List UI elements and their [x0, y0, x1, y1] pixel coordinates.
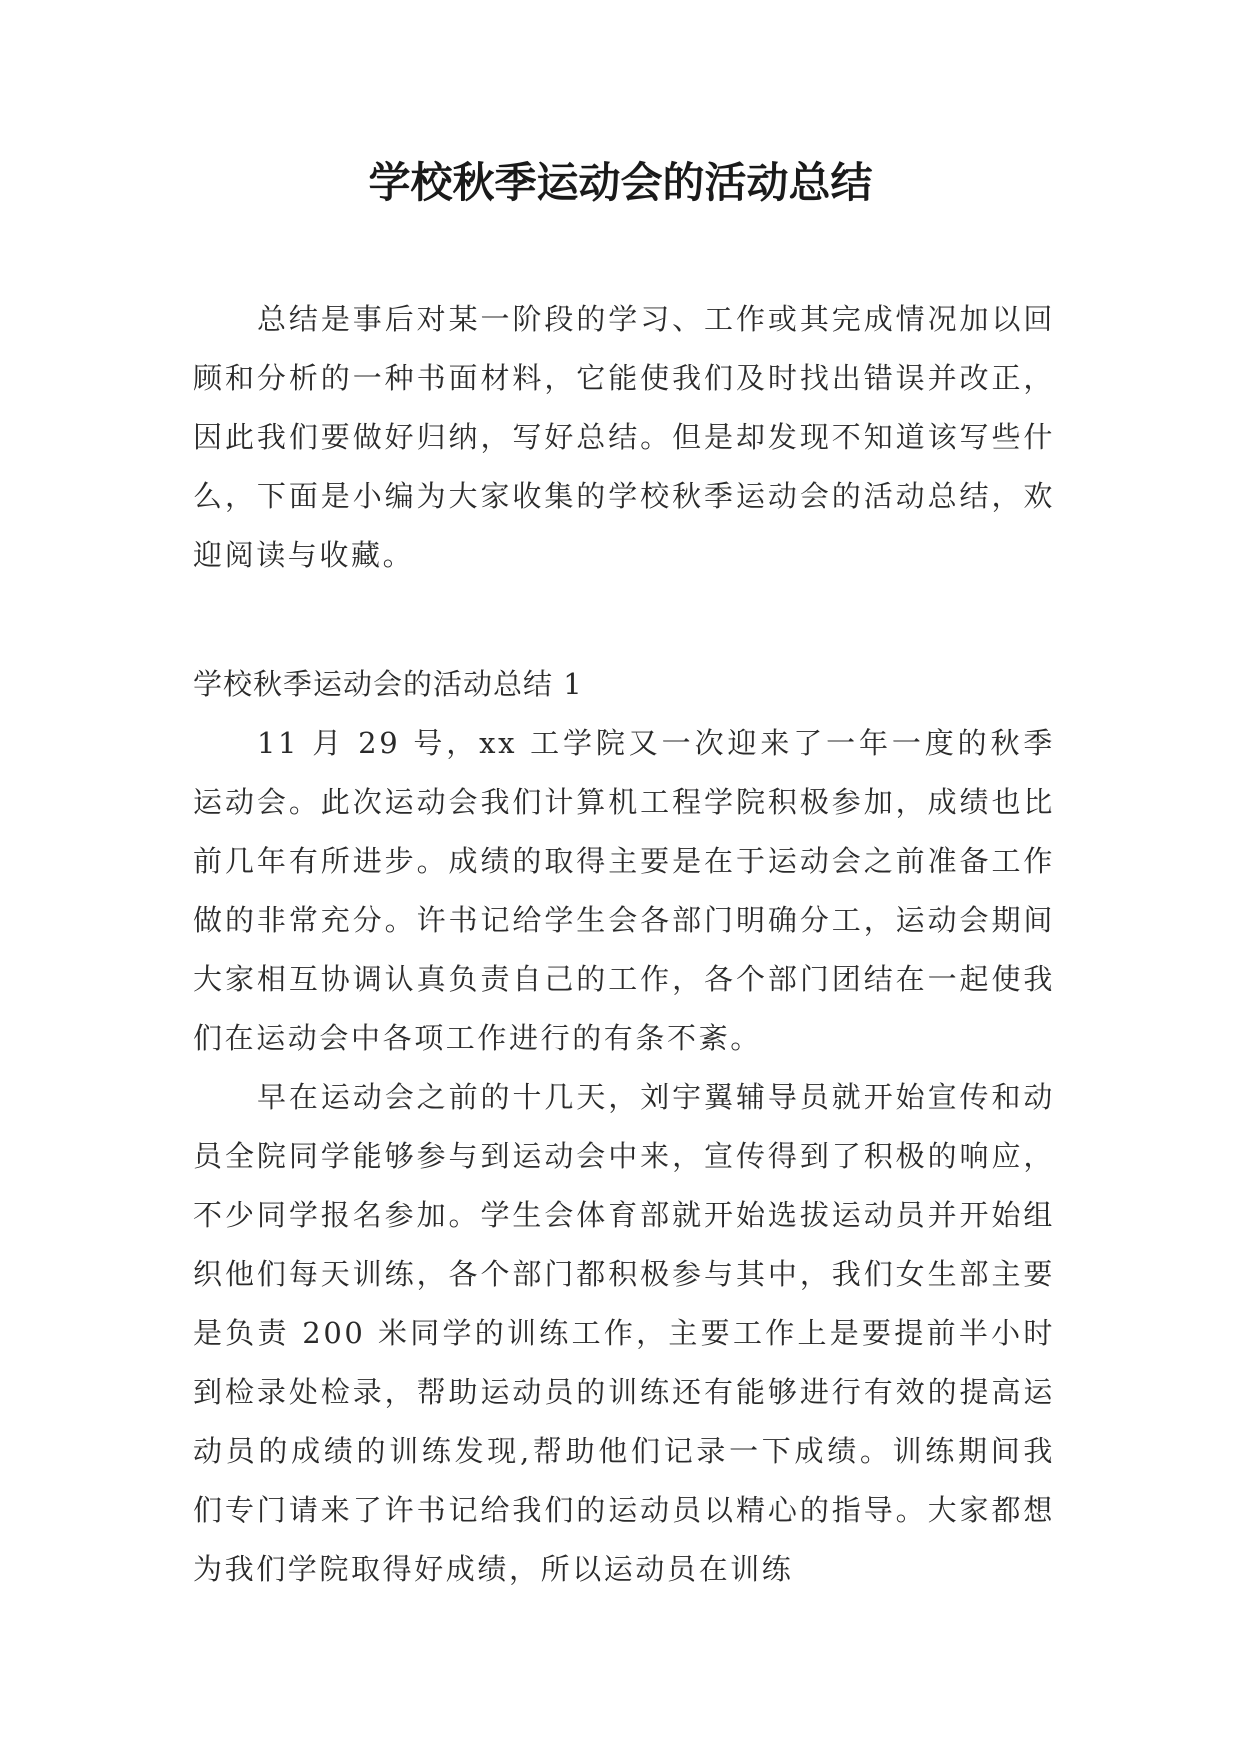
section-heading: 学校秋季运动会的活动总结 1 — [193, 667, 583, 701]
intro-paragraph: 总结是事后对某一阶段的学习、工作或其完成情况加以回顾和分析的一种书面材料，它能使我们及时找出错误并改正，因此我们要做好归纳，写好总结。但是却发现不知道该写些什么，下面是小编为大家收集的学校秋季运动会的活动总结，欢迎阅读与收藏。 — [193, 302, 1055, 572]
document-body — [193, 290, 1055, 1599]
body-paragraph: 11 月 29 号，xx 工学院又一次迎来了一年一度的秋季运动会。此次运动会我们计算机工程学院积极参加，成绩也比前几年有所进步。成绩的取得主要是在于运动会之前准备工作做的非常充分。许书记给学生会各部门明确分工，运动会期间大家相互协调认真负责自己的工作，各个部门团结在一起使我们在运动会中各项工作进行的有条不紊。 — [193, 726, 1055, 1055]
body-paragraph: 早在运动会之前的十几天，刘宇翼辅导员就开始宣传和动员全院同学能够参与到运动会中来，宣传得到了积极的响应，不少同学报名参加。学生会体育部就开始选拔运动员并开始组织他们每天训练，各个部门都积极参与其中，我们女生部主要是负责 200 米同学的训练工作，主要工作上是要提前半小时到检录处检录，帮助运动员的训练还有能够进行有效的提高运动员的成绩的训练发现,帮助他们记录一下成绩。训练期间我们专门请来了许书记给我们的运动员以精心的指导。大家都想为我们学院取得好成绩，所以运动员在训练 — [193, 1080, 1055, 1586]
section-spacer — [193, 585, 1055, 655]
document-title: 学校秋季运动会的活动总结 — [368, 158, 873, 207]
